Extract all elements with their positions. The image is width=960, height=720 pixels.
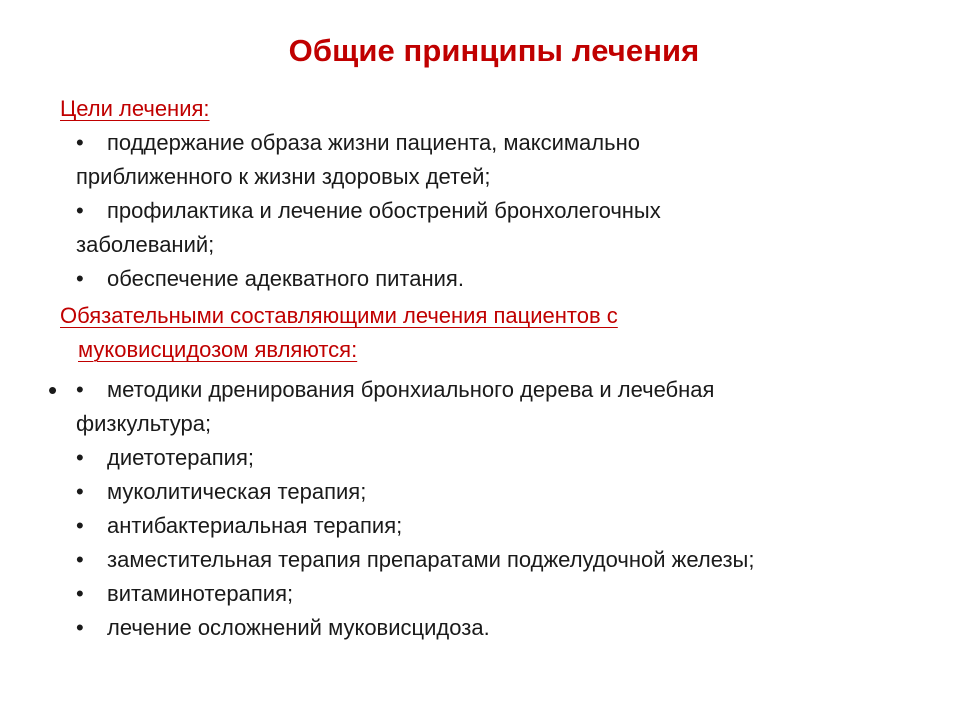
components-heading-line1: Обязательными составляющими лечения пациентов с bbox=[60, 303, 618, 328]
components-heading-line2: муковисцидозом являются: bbox=[78, 337, 358, 362]
goal-text-1-cont: приближенного к жизни здоровых детей; bbox=[76, 164, 491, 189]
list-item bbox=[60, 441, 940, 475]
list-item bbox=[48, 373, 940, 441]
bullet-icon: • bbox=[76, 377, 84, 402]
goal-text-1: поддержание образа жизни пациента, максимально bbox=[107, 130, 640, 155]
component-text-3: муколитическая терапия; bbox=[107, 479, 367, 504]
component-text-5: заместительная терапия препаратами поджелудочной железы; bbox=[107, 547, 755, 572]
stray-bullet-icon: • bbox=[48, 375, 58, 405]
component-text-1: методики дренирования бронхиального дерева и лечебная bbox=[107, 377, 715, 402]
bullet-icon: • bbox=[76, 479, 84, 504]
list-item bbox=[60, 611, 940, 645]
goal-text-3: обеспечение адекватного питания. bbox=[107, 266, 464, 291]
bullet-icon: • bbox=[76, 547, 84, 572]
list-item bbox=[60, 262, 940, 296]
bullet-icon: • bbox=[76, 445, 84, 470]
slide-content bbox=[48, 92, 940, 645]
list-item bbox=[60, 475, 940, 509]
goal-text-2-cont: заболеваний; bbox=[76, 232, 215, 257]
list-item bbox=[60, 577, 940, 611]
goals-heading: Цели лечения: bbox=[60, 96, 210, 121]
goals-list bbox=[60, 126, 940, 296]
component-text-1-cont: физкультура; bbox=[76, 411, 212, 436]
list-item bbox=[60, 509, 940, 543]
list-item bbox=[60, 194, 940, 262]
component-text-7: лечение осложнений муковисцидоза. bbox=[107, 615, 490, 640]
component-text-6: витаминотерапия; bbox=[107, 581, 294, 606]
component-text-4: антибактериальная терапия; bbox=[107, 513, 403, 538]
components-heading bbox=[60, 299, 940, 367]
component-text-2: диетотерапия; bbox=[107, 445, 254, 470]
bullet-icon: • bbox=[76, 615, 84, 640]
bullet-icon: • bbox=[76, 266, 84, 291]
bullet-icon: • bbox=[76, 198, 84, 223]
list-item bbox=[60, 543, 940, 577]
bullet-icon: • bbox=[76, 581, 84, 606]
slide-title: Общие принципы лечения bbox=[288, 33, 700, 68]
goal-text-2: профилактика и лечение обострений бронхолегочных bbox=[107, 198, 661, 223]
bullet-icon: • bbox=[76, 130, 84, 155]
components-list bbox=[48, 373, 940, 645]
list-item bbox=[60, 126, 940, 194]
bullet-icon: • bbox=[76, 513, 84, 538]
